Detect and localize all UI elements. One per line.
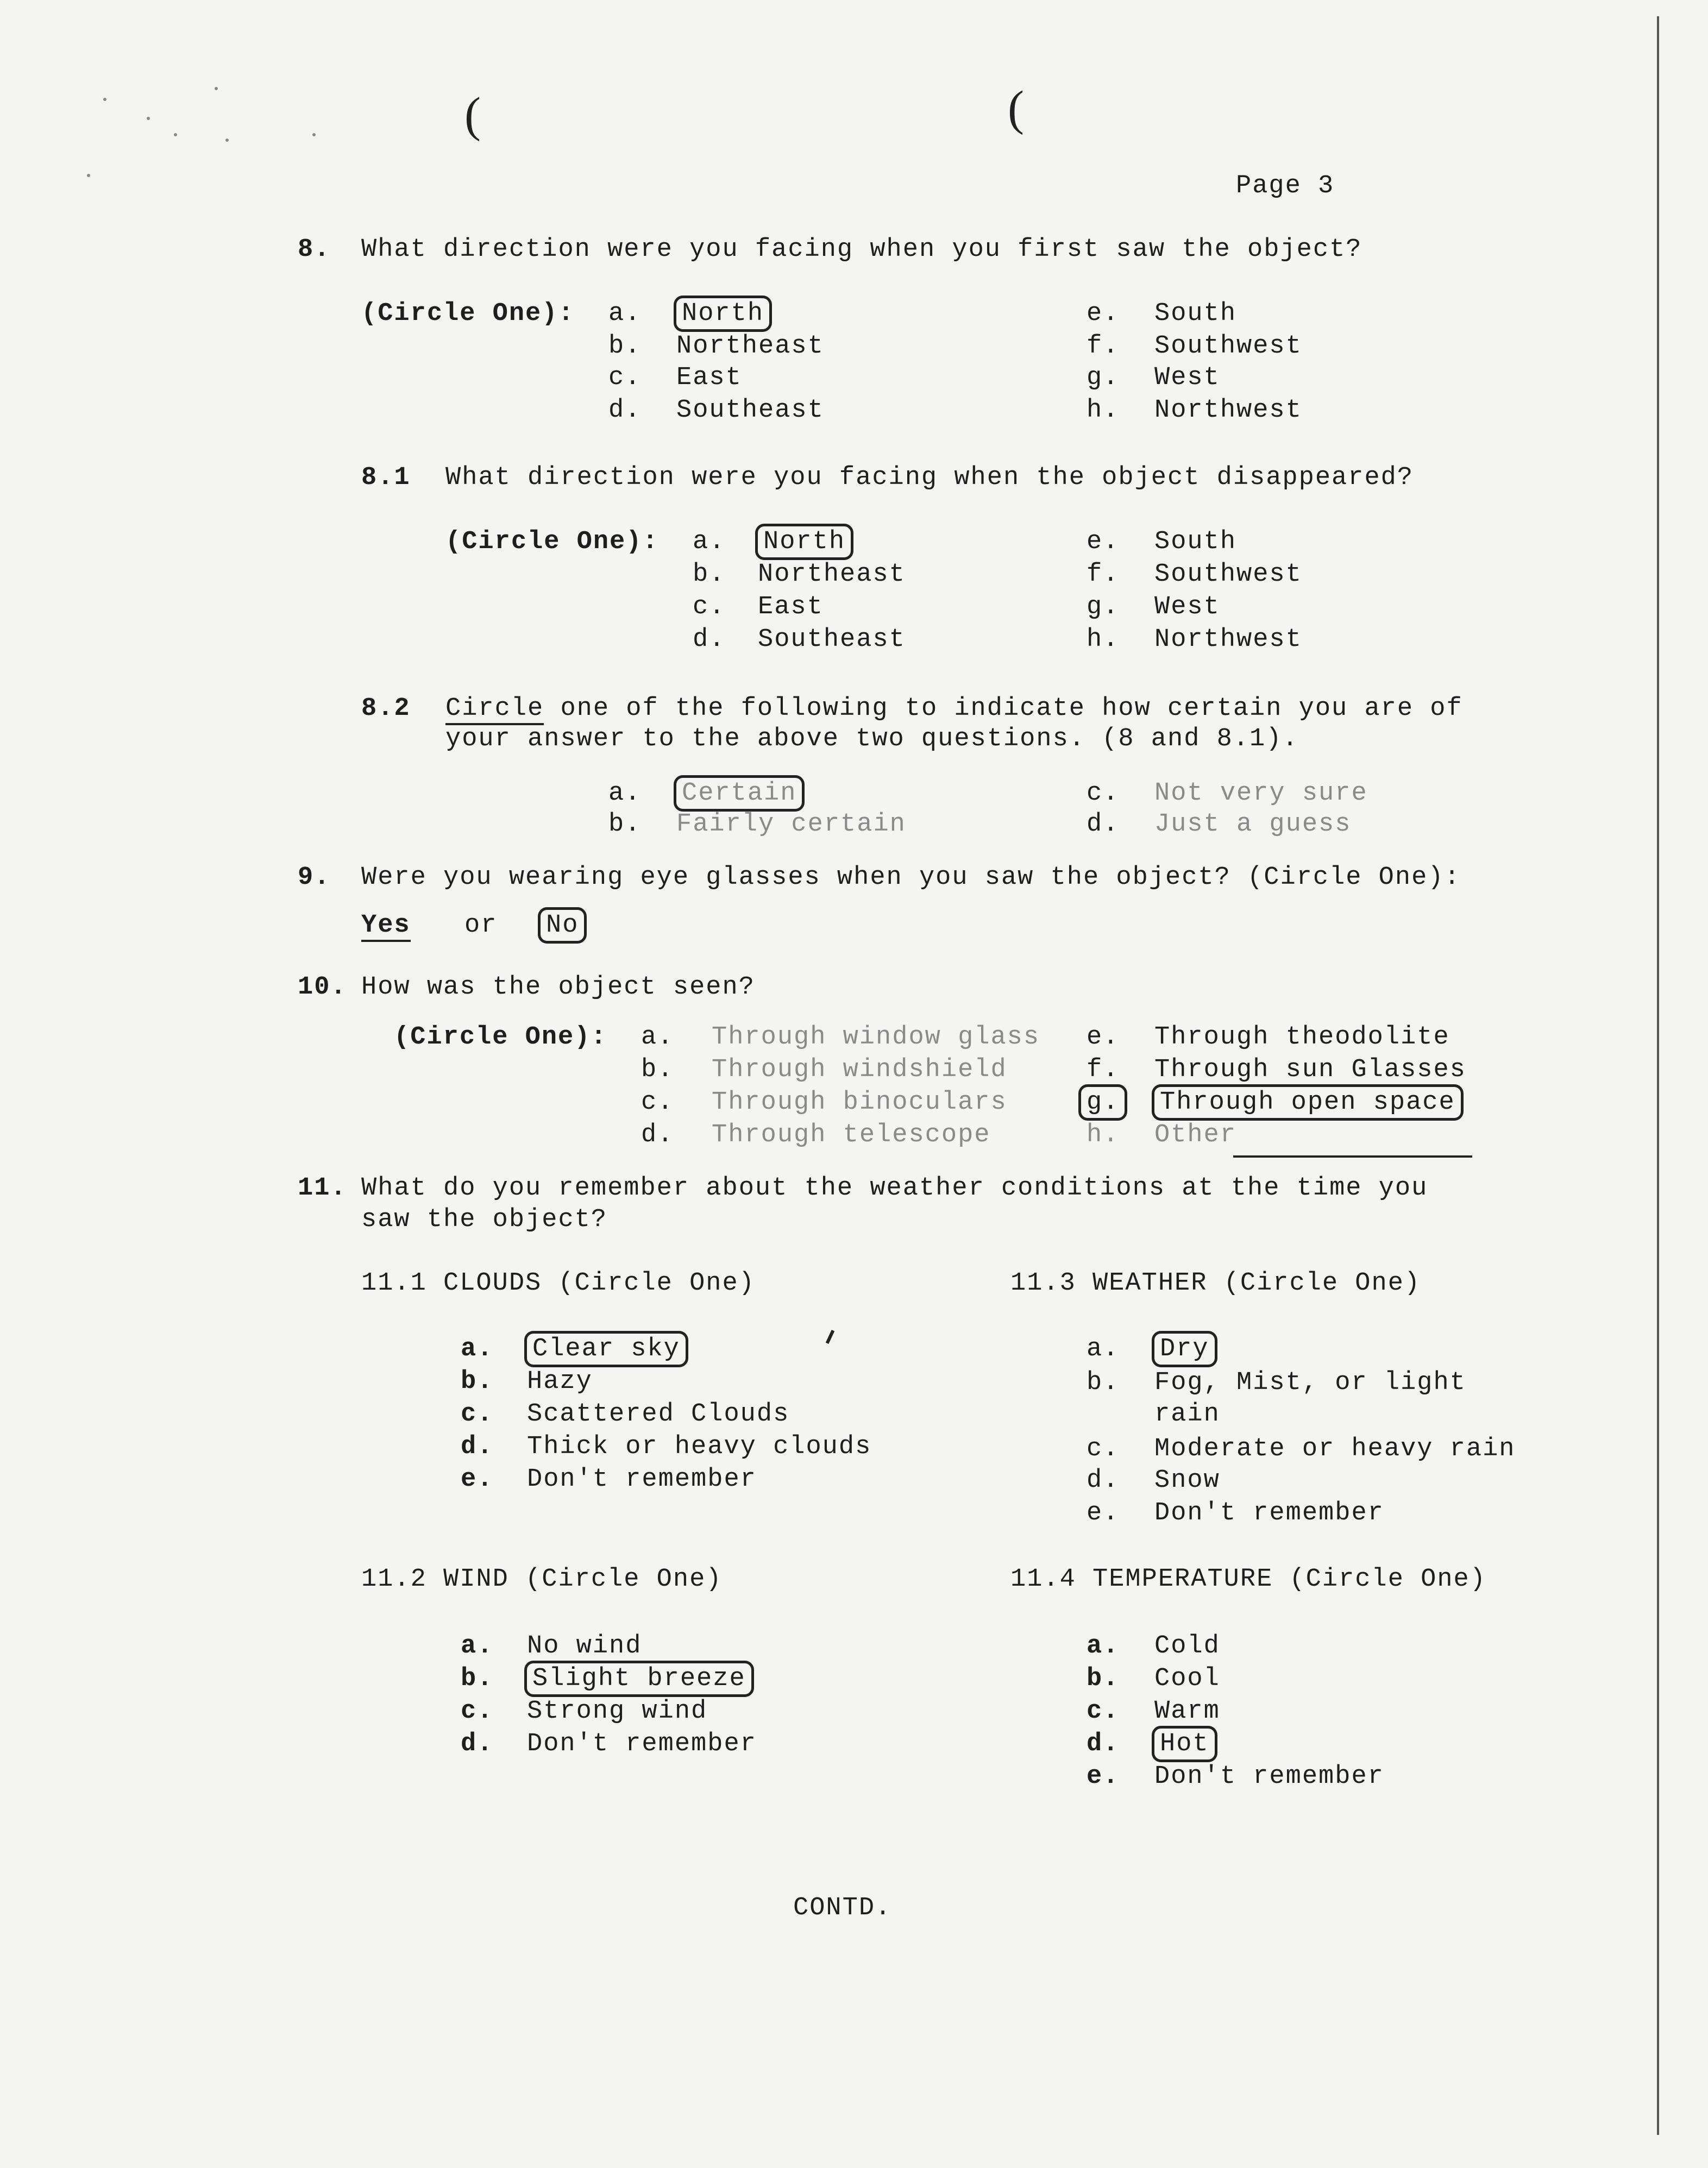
- q8-2-opt-b-letter: b.: [608, 810, 642, 839]
- q11-number: 11.: [298, 1174, 347, 1203]
- q11-2-opt-c-text[interactable]: Strong wind: [527, 1697, 708, 1726]
- q11-2-opt-b-text[interactable]: Slight breeze: [527, 1664, 751, 1694]
- q11-1-opt-c-text[interactable]: Scattered Clouds: [527, 1400, 790, 1429]
- q10-opt-c-text[interactable]: Through binoculars: [712, 1088, 1007, 1117]
- q8-1-opt-e-text[interactable]: South: [1154, 527, 1237, 556]
- q8-opt-a-text[interactable]: North: [676, 299, 769, 329]
- q8-opt-g-text[interactable]: West: [1154, 363, 1220, 392]
- q10-opt-e-text[interactable]: Through theodolite: [1154, 1023, 1450, 1052]
- q10-question: How was the object seen?: [361, 973, 755, 1002]
- q10-opt-d-text[interactable]: Through telescope: [712, 1121, 991, 1149]
- page-edge-line: [1657, 16, 1659, 2135]
- q11-1-opt-b-text[interactable]: Hazy: [527, 1367, 593, 1396]
- q8-opt-h-text[interactable]: Northwest: [1154, 396, 1302, 425]
- q10-opt-b-text[interactable]: Through windshield: [712, 1055, 1007, 1084]
- q11-4-opt-e-letter: e.: [1087, 1762, 1120, 1791]
- q11-4-opt-e-text[interactable]: Don't remember: [1154, 1762, 1384, 1791]
- q9-yes[interactable]: Yes: [361, 910, 411, 941]
- q8-1-opt-g-letter: g.: [1087, 593, 1120, 621]
- q8-2-line1: Circle one of the following to indicate how certain you are of: [445, 694, 1463, 724]
- q8-opt-d-text[interactable]: Southeast: [676, 396, 824, 425]
- speck: [312, 133, 316, 136]
- q11-1-opt-b-letter: b.: [461, 1367, 494, 1396]
- q11-1-opt-c-letter: c.: [461, 1400, 494, 1429]
- q9-no[interactable]: No: [541, 910, 584, 941]
- q11-4-opt-b-text[interactable]: Cool: [1154, 1664, 1220, 1693]
- q11-2-heading: 11.2 WIND (Circle One): [361, 1565, 723, 1594]
- q10-opt-d-letter: d.: [641, 1121, 674, 1149]
- q11-1-opt-e-text[interactable]: Don't remember: [527, 1465, 757, 1494]
- q8-2-opt-a-letter: a.: [608, 779, 642, 808]
- q8-number: 8.: [298, 235, 331, 264]
- q11-1-opt-e-letter: e.: [461, 1465, 494, 1494]
- q8-opt-g-letter: g.: [1087, 363, 1120, 392]
- q11-4-heading: 11.4 TEMPERATURE (Circle One): [1010, 1565, 1486, 1594]
- q11-4-opt-c-letter: c.: [1087, 1697, 1120, 1726]
- q10-opt-c-letter: c.: [641, 1088, 674, 1117]
- q11-1-opt-d-letter: d.: [461, 1432, 494, 1461]
- q8-1-instruction: (Circle One):: [445, 527, 659, 556]
- q8-instruction: (Circle One):: [361, 299, 575, 328]
- q8-1-number: 8.1: [361, 463, 411, 492]
- q11-1-heading: 11.1 CLOUDS (Circle One): [361, 1269, 755, 1298]
- q9-question: Were you wearing eye glasses when you saw the object? (Circle One):: [361, 863, 1461, 892]
- q8-1-opt-d-letter: d.: [693, 625, 726, 654]
- speck: [215, 87, 218, 90]
- q11-3-opt-a-text[interactable]: Dry: [1154, 1334, 1215, 1365]
- q11-3-opt-b-text[interactable]: Fog, Mist, or light: [1154, 1368, 1466, 1397]
- q8-1-opt-h-text[interactable]: Northwest: [1154, 625, 1302, 654]
- speck: [87, 174, 90, 177]
- q10-opt-g-letter: g.: [1081, 1088, 1125, 1118]
- q8-question: What direction were you facing when you first saw the object?: [361, 235, 1362, 264]
- q11-3-opt-c-letter: c.: [1087, 1435, 1120, 1463]
- q8-2-opt-b-text[interactable]: Fairly certain: [676, 810, 906, 839]
- q8-1-question: What direction were you facing when the object disappeared?: [445, 463, 1414, 492]
- q11-3-opt-d-letter: d.: [1087, 1466, 1120, 1495]
- q8-1-opt-b-text[interactable]: Northeast: [758, 560, 906, 589]
- q10-opt-h-letter: h.: [1087, 1121, 1120, 1149]
- q11-line2: saw the object?: [361, 1205, 608, 1234]
- q8-1-opt-f-letter: f.: [1087, 560, 1120, 589]
- q10-opt-f-text[interactable]: Through sun Glasses: [1154, 1055, 1466, 1084]
- speck: [103, 98, 106, 101]
- q8-opt-c-letter: c.: [608, 363, 642, 392]
- q8-opt-b-text[interactable]: Northeast: [676, 332, 824, 361]
- q9-or: or: [464, 911, 498, 940]
- page-number: Page 3: [1236, 172, 1335, 200]
- q8-opt-b-letter: b.: [608, 332, 642, 361]
- q8-2-opt-d-letter: d.: [1087, 810, 1120, 839]
- q8-opt-a-letter: a.: [608, 299, 642, 328]
- q8-1-opt-d-text[interactable]: Southeast: [758, 625, 906, 654]
- q8-1-opt-a-letter: a.: [693, 527, 726, 556]
- q11-4-opt-a-letter: a.: [1087, 1632, 1120, 1661]
- q8-2-line2: your answer to the above two questions. (8 and 8.1).: [445, 725, 1299, 753]
- q11-1-opt-a-text[interactable]: Clear sky: [527, 1334, 686, 1365]
- q11-4-opt-c-text[interactable]: Warm: [1154, 1697, 1220, 1726]
- q11-2-opt-b-letter: b.: [461, 1664, 494, 1693]
- q11-2-opt-a-letter: a.: [461, 1632, 494, 1661]
- q11-2-opt-d-letter: d.: [461, 1730, 494, 1758]
- punch-mark-left: (: [464, 88, 481, 142]
- q11-3-opt-b-letter: b.: [1087, 1368, 1120, 1397]
- q10-opt-b-letter: b.: [641, 1055, 674, 1084]
- q8-1-opt-f-text[interactable]: Southwest: [1154, 560, 1302, 589]
- q8-2-number: 8.2: [361, 694, 411, 723]
- q8-2-opt-a-text[interactable]: Certain: [676, 778, 802, 809]
- q11-3-opt-d-text[interactable]: Snow: [1154, 1466, 1220, 1495]
- q10-opt-e-letter: e.: [1087, 1023, 1120, 1052]
- q10-opt-g-text[interactable]: Through open space: [1154, 1088, 1461, 1118]
- q11-3-heading: 11.3 WEATHER (Circle One): [1010, 1269, 1421, 1298]
- q11-2-opt-c-letter: c.: [461, 1697, 494, 1726]
- q8-opt-e-letter: e.: [1087, 299, 1120, 328]
- q11-1-opt-d-text[interactable]: Thick or heavy clouds: [527, 1432, 872, 1461]
- q8-1-opt-h-letter: h.: [1087, 625, 1120, 654]
- q8-1-opt-b-letter: b.: [693, 560, 726, 589]
- q10-opt-a-text[interactable]: Through window glass: [712, 1023, 1040, 1052]
- speck: [225, 139, 229, 142]
- q10-opt-a-letter: a.: [641, 1023, 674, 1052]
- q8-2-opt-c-text[interactable]: Not very sure: [1154, 779, 1368, 808]
- q10-other-blank[interactable]: [1233, 1155, 1472, 1158]
- q11-3-opt-c-text[interactable]: Moderate or heavy rain: [1154, 1435, 1516, 1463]
- punch-mark-right: (: [1008, 81, 1024, 135]
- q8-2-opt-d-text[interactable]: Just a guess: [1154, 810, 1352, 839]
- q11-2-opt-d-text[interactable]: Don't remember: [527, 1730, 757, 1758]
- q8-1-opt-c-text[interactable]: East: [758, 593, 824, 621]
- q8-opt-c-text[interactable]: East: [676, 363, 742, 392]
- q11-4-opt-a-text[interactable]: Cold: [1154, 1632, 1220, 1661]
- q8-1-opt-e-letter: e.: [1087, 527, 1120, 556]
- q11-4-opt-d-letter: d.: [1087, 1730, 1120, 1758]
- continued-note: CONTD.: [793, 1894, 892, 1922]
- q8-2-opt-c-letter: c.: [1087, 779, 1120, 808]
- q8-1-opt-c-letter: c.: [693, 593, 726, 621]
- q10-instruction: (Circle One):: [394, 1023, 607, 1052]
- q10-opt-h-text[interactable]: Other: [1154, 1121, 1237, 1149]
- q8-opt-h-letter: h.: [1087, 396, 1120, 425]
- speck: [174, 133, 177, 136]
- q8-1-opt-a-text[interactable]: North: [758, 527, 851, 557]
- q11-3-opt-e-text[interactable]: Don't remember: [1154, 1499, 1384, 1528]
- q8-opt-f-text[interactable]: Southwest: [1154, 332, 1302, 361]
- q11-3-opt-a-letter: a.: [1087, 1335, 1120, 1363]
- q10-opt-f-letter: f.: [1087, 1055, 1120, 1084]
- q9-number: 9.: [298, 863, 331, 892]
- q8-1-opt-g-text[interactable]: West: [1154, 593, 1220, 621]
- q8-opt-f-letter: f.: [1087, 332, 1120, 361]
- q10-number: 10.: [298, 973, 347, 1002]
- q11-4-opt-d-text[interactable]: Hot: [1154, 1729, 1215, 1759]
- q11-3-opt-b-text-cont[interactable]: rain: [1154, 1400, 1220, 1429]
- q11-2-opt-a-text[interactable]: No wind: [527, 1632, 642, 1661]
- q11-1-opt-a-letter: a.: [461, 1335, 494, 1363]
- q8-opt-e-text[interactable]: South: [1154, 299, 1237, 328]
- q11-line1: What do you remember about the weather conditions at the time you: [361, 1174, 1428, 1203]
- pen-tick-mark: [826, 1330, 834, 1344]
- q11-3-opt-e-letter: e.: [1087, 1499, 1120, 1528]
- speck: [147, 117, 150, 120]
- q8-opt-d-letter: d.: [608, 396, 642, 425]
- q11-4-opt-b-letter: b.: [1087, 1664, 1120, 1693]
